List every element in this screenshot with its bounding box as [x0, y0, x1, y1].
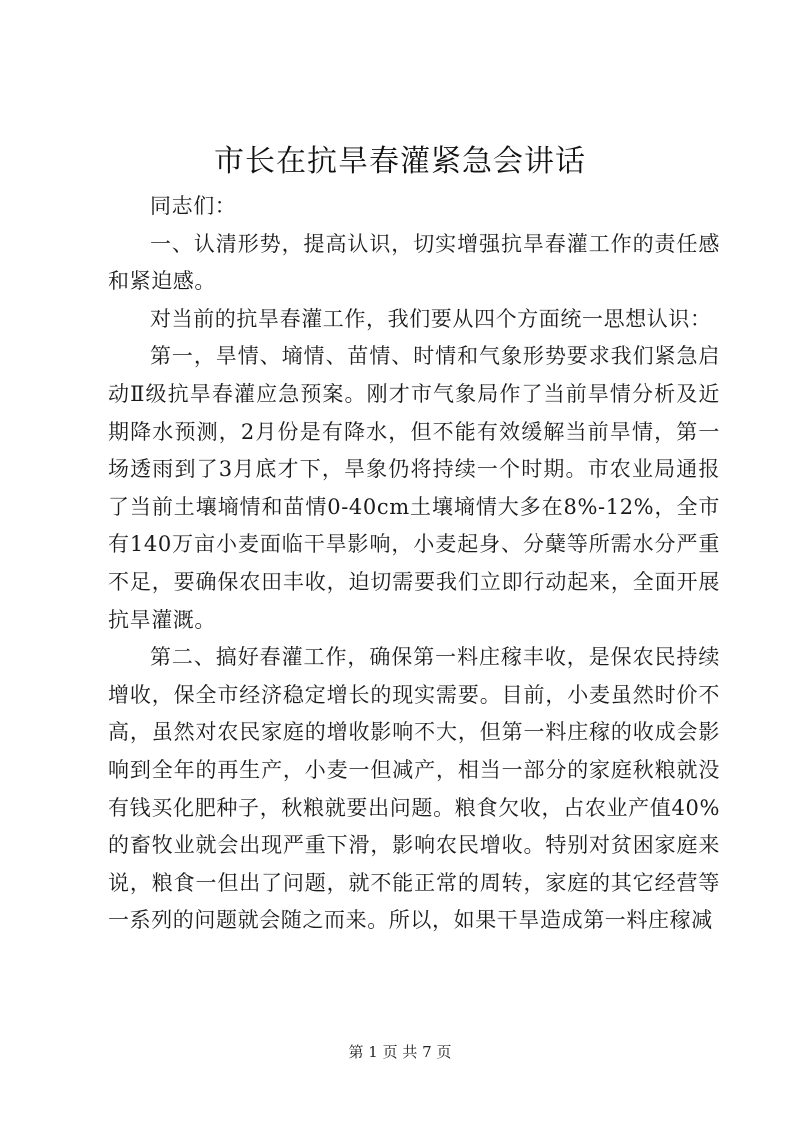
point-two-paragraph: 第二、搞好春灌工作，确保第一料庄稼丰收，是保农民持续增收，保全市经济稳定增长的现实需要。目前，小麦虽然时价不高，虽然对农民家庭的增收影响不大，但第一料庄稼的收成会影响到全年的再生产，小麦一但减产，相当一部分的家庭秋粮就没有钱买化肥种子，秋粮就要出问题。粮食欠收，占农业产值40%的畜牧业就会出现严重下滑，影响农民增收。特别对贫困家庭来说，粮食一但出了问题，就不能正常的周转，家庭的其它经营等一系列的问题就会随之而来。所以，如果干旱造成第一料庄稼减 — [108, 645, 720, 933]
section-heading-paragraph: 一、认清形势，提高认识，切实增强抗旱春灌工作的责任感和紧迫感。 — [108, 231, 720, 294]
document-body — [108, 188, 720, 940]
page-title: 市长在抗旱春灌紧急会讲话 — [214, 144, 586, 179]
point-one-paragraph: 第一，旱情、墒情、苗情、时情和气象形势要求我们紧急启动Ⅱ级抗旱春灌应急预案。刚才市气象局作了当前旱情分析及近期降水预测，2月份是有降水，但不能有效缓解当前旱情，第一场透雨到了3月底才下，旱象仍将持续一个时期。市农业局通报了当前土壤墒情和苗情0-40cm土壤墒情大多在8%-12%，全市有140万亩小麦面临干旱影响，小麦起身、分蘖等所需水分严重不足，要确保农田丰收，迫切需要我们立即行动起来，全面开展抗旱灌溉。 — [108, 344, 720, 632]
salutation-paragraph: 同志们： — [150, 194, 237, 218]
intro-paragraph: 对当前的抗旱春灌工作，我们要从四个方面统一思想认识： — [150, 306, 712, 331]
page-number-footer: 第 1 页 共 7 页 — [348, 1043, 452, 1061]
